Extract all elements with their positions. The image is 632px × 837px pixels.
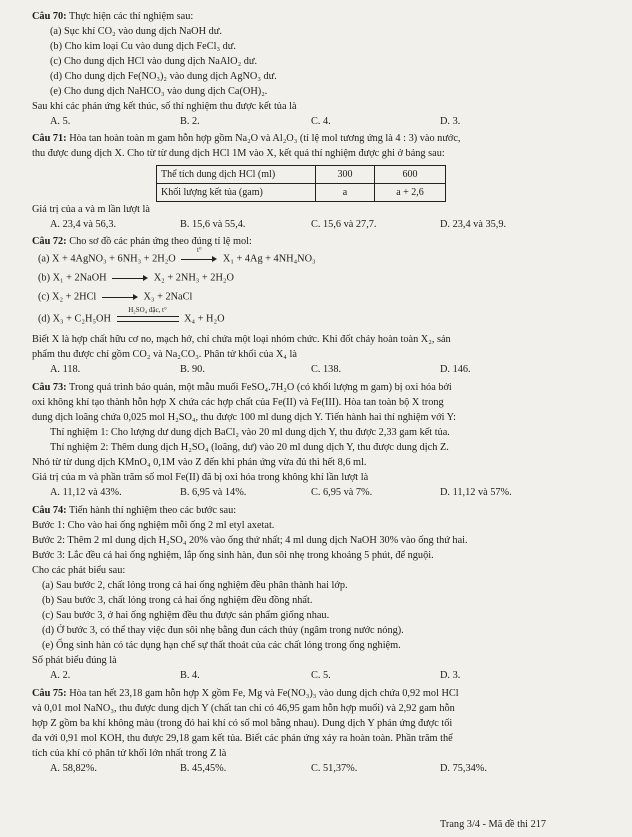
- table-row: [157, 184, 446, 202]
- q75-heading: Câu 75:: [32, 688, 67, 699]
- q71-table: [156, 165, 446, 202]
- table-cell: Khối lượng kết tủa (gam): [157, 184, 316, 202]
- q71-option-d: D. 23,4 và 35,9.: [440, 219, 507, 230]
- q74-intro: Cho các phát biểu sau:: [32, 565, 126, 576]
- page-footer: Trang 3/4 - Mã đề thi 217: [440, 819, 547, 830]
- q73-option-b: B. 6,95 và 14%.: [180, 487, 247, 498]
- q74-step-2: Bước 2: Thêm 2 ml dung dịch H₂SO₄ 20% vào ống thứ nhất; 4 ml dung dịch NaOH 30% vào ống thứ hai.: [32, 535, 468, 546]
- q74-option-d: D. 3.: [440, 670, 461, 681]
- q70-option-c: C. 4.: [311, 116, 331, 127]
- q73-line-1: [32, 383, 452, 393]
- arrow-condition: H₂SO₄ đặc, t°: [128, 306, 167, 314]
- q71-line-1: [32, 134, 461, 144]
- reaction-arrow-icon: [181, 246, 217, 264]
- q72-eq-c: [38, 292, 192, 303]
- q75-line-3: hợp Z gồm ba khí không màu (trong đó hai khí có số mol bằng nhau). Dung dịch Y phản ứng được tối: [32, 718, 453, 729]
- q70-heading: Câu 70:: [32, 11, 67, 22]
- eq-d-reactants: (d) X₃ + C₂H₅OH: [38, 313, 111, 325]
- table-cell: 300: [316, 166, 375, 184]
- q72-line-1: Biết X là hợp chất hữu cơ no, mạch hở, chỉ chứa một loại nhóm chức. Khi đốt cháy hoàn toàn X₂, sản: [32, 334, 451, 345]
- q73-option-d: D. 11,12 và 57%.: [440, 487, 512, 498]
- q71-question: Giá trị của a và m lần lượt là: [32, 204, 150, 215]
- q74-heading: Câu 74:: [32, 505, 67, 516]
- q72-option-a: A. 118.: [50, 364, 81, 375]
- q74-option-b: B. 4.: [180, 670, 200, 681]
- q75-option-b: B. 45,45%.: [180, 763, 227, 774]
- q75-line-1-text: Hòa tan hết 23,18 gam hỗn hợp X gồm Fe, Mg và Fe(NO₃)₃ vào dung dịch chứa 0,92 mol HCl: [69, 688, 459, 699]
- q74-statement-c: (c) Sau bước 3, ở hai ống nghiệm đều thu được sản phẩm giống nhau.: [42, 610, 330, 621]
- q74-option-a: A. 2.: [50, 670, 71, 681]
- table-cell: a: [316, 184, 375, 202]
- q70-stem: [32, 12, 193, 22]
- q72-line-2: phẩm thu được chỉ gồm CO₂ và Na₂CO₃. Phân tử khối của X₄ là: [32, 349, 297, 360]
- q74-step-1: Bước 1: Cho vào hai ống nghiệm mỗi ống 2 ml etyl axetat.: [32, 520, 275, 531]
- q72-stem-text: Cho sơ đồ các phản ứng theo đúng tỉ lệ mol:: [69, 236, 252, 247]
- q73-line-2: oxi không khí tạo thành hỗn hợp X chứa các hợp chất của Fe(II) và Fe(III). Hòa tan toàn bộ X trong: [32, 397, 444, 408]
- q73-experiment-1: Thí nghiệm 1: Cho lượng dư dung dịch BaCl₂ vào 20 ml dung dịch Y, thu được 2,33 gam kết tủa.: [50, 427, 450, 438]
- q75-option-d: D. 75,34%.: [440, 763, 487, 774]
- q74-statement-d: (d) Ở bước 3, có thể thay việc đun sôi nhẹ bằng đun cách thủy (ngâm trong nước nóng).: [42, 625, 404, 636]
- q73-line-4: Nhỏ từ từ dung dịch KMnO₄ 0,1M vào Z đến khi phản ứng vừa đủ thì hết 8,6 ml.: [32, 457, 367, 468]
- q70-item-c: (c) Cho dung dịch HCl vào dung dịch NaAlO₂ dư.: [50, 56, 258, 67]
- q70-option-b: B. 2.: [180, 116, 200, 127]
- q73-question: Giá trị của m và phần trăm số mol Fe(II) đã bị oxi hóa trong không khí lần lượt là: [32, 472, 369, 483]
- q74-question: Số phát biểu đúng là: [32, 655, 117, 666]
- q74-statement-a: (a) Sau bước 2, chất lỏng trong cả hai ống nghiệm đều phân thành hai lớp.: [42, 580, 348, 591]
- eq-c-reactants: (c) X₂ + 2HCl: [38, 291, 97, 303]
- eq-a-products: X₁ + 4Ag + 4NH₄NO₃: [222, 253, 316, 265]
- q75-line-5: tích của khí có phân tử khối lớn nhất trong Z là: [32, 748, 227, 759]
- q75-line-4: đa với 0,91 mol KOH, thu được 29,18 gam kết tủa. Biết các phản ứng xảy ra hoàn toàn. Phần trăm thể: [32, 733, 453, 744]
- q72-stem: [32, 237, 252, 247]
- q74-statement-e: (e) Ống sinh hàn có tác dụng hạn chế sự thất thoát của các chất lỏng trong ống nghiệm.: [42, 640, 401, 651]
- q70-item-b: (b) Cho kim loại Cu vào dung dịch FeCl₃ dư.: [50, 41, 236, 52]
- q73-line-3: dung dịch loãng chứa 0,025 mol H₂SO₄, thu được 100 ml dung dịch Y. Tiến hành hai thí nghiệm với Y:: [32, 412, 457, 423]
- q73-heading: Câu 73:: [32, 382, 67, 393]
- q72-option-d: D. 146.: [440, 364, 471, 375]
- table-cell: Thể tích dung dịch HCl (ml): [157, 166, 316, 184]
- q73-experiment-2: Thí nghiệm 2: Thêm dung dịch H₂SO₄ (loãng, dư) vào 20 ml dung dịch Y, thu được dung dịch Z.: [50, 442, 449, 453]
- table-cell: a + 2,6: [375, 184, 446, 202]
- q71-line-2: thu được dung dịch X. Cho từ từ dung dịch HCl 1M vào X, kết quả thí nghiệm được ghi ở bảng sau:: [32, 148, 445, 159]
- q74-option-c: C. 5.: [311, 670, 331, 681]
- q71-option-a: A. 23,4 và 56,3.: [50, 219, 117, 230]
- table-row: [157, 166, 446, 184]
- eq-b-reactants: (b) X₁ + 2NaOH: [38, 272, 107, 284]
- q70-question: Sau khi các phản ứng kết thúc, số thí nghiệm thu được kết tủa là: [32, 101, 297, 112]
- q72-heading: Câu 72:: [32, 236, 67, 247]
- q70-item-e: (e) Cho dung dịch NaHCO₃ vào dung dịch Ca(OH)₂.: [50, 86, 268, 97]
- q70-item-d: (d) Cho dung dịch Fe(NO₃)₂ vào dung dịch AgNO₃ dư.: [50, 71, 277, 82]
- q73-option-c: C. 6,95 và 7%.: [311, 487, 373, 498]
- q75-line-2: và 0,01 mol NaNO₃, thu được dung dịch Y (chất tan chỉ có 46,95 gam hỗn hợp muối) và 2,92 gam hỗn: [32, 703, 455, 714]
- equilibrium-arrow-icon: [117, 306, 179, 325]
- q75-line-1: [32, 689, 459, 699]
- q74-stem-text: Tiến hành thí nghiệm theo các bước sau:: [69, 505, 237, 516]
- eq-d-products: X₄ + H₂O: [184, 313, 225, 325]
- q71-option-b: B. 15,6 và 55,4.: [180, 219, 246, 230]
- reaction-arrow-icon: [112, 273, 148, 283]
- q71-option-c: C. 15,6 và 27,7.: [311, 219, 377, 230]
- q74-step-3: Bước 3: Lắc đều cả hai ống nghiệm, lắp ống sinh hàn, đun sôi nhẹ trong khoảng 5 phút, để nguội.: [32, 550, 434, 561]
- table-cell: 600: [375, 166, 446, 184]
- q74-statement-b: (b) Sau bước 3, chất lỏng trong cả hai ống nghiệm đều đồng nhất.: [42, 595, 313, 606]
- q71-line-1-text: Hòa tan hoàn toàn m gam hỗn hợp gồm Na₂O và Al₂O₃ (tỉ lệ mol tương ứng là 4 : 3) vào nước,: [69, 133, 461, 144]
- q74-stem: [32, 506, 236, 516]
- q71-heading: Câu 71:: [32, 133, 67, 144]
- eq-c-products: X₃ + 2NaCl: [143, 291, 193, 303]
- reaction-arrow-icon: [102, 292, 138, 302]
- eq-a-reactants: (a) X + 4AgNO₃ + 6NH₃ + 2H₂O: [38, 253, 176, 265]
- q75-option-c: C. 51,37%.: [311, 763, 358, 774]
- q70-item-a: (a) Sục khí CO₂ vào dung dịch NaOH dư.: [50, 26, 222, 37]
- q72-eq-b: [38, 273, 234, 284]
- arrow-condition: t°: [196, 246, 202, 254]
- q72-option-c: C. 138.: [311, 364, 342, 375]
- q75-option-a: A. 58,82%.: [50, 763, 97, 774]
- q72-eq-a: [38, 246, 316, 265]
- q70-stem-text: Thực hiện các thí nghiệm sau:: [69, 11, 194, 22]
- eq-b-products: X₂ + 2NH₃ + 2H₂O: [153, 272, 234, 284]
- q72-eq-d: [38, 306, 225, 325]
- q73-option-a: A. 11,12 và 43%.: [50, 487, 122, 498]
- q70-option-d: D. 3.: [440, 116, 461, 127]
- q70-option-a: A. 5.: [50, 116, 71, 127]
- q73-line-1-text: Trong quá trình bảo quản, một mẫu muối FeSO₄.7H₂O (có khối lượng m gam) bị oxi hóa bởi: [69, 382, 452, 393]
- q72-option-b: B. 90.: [180, 364, 205, 375]
